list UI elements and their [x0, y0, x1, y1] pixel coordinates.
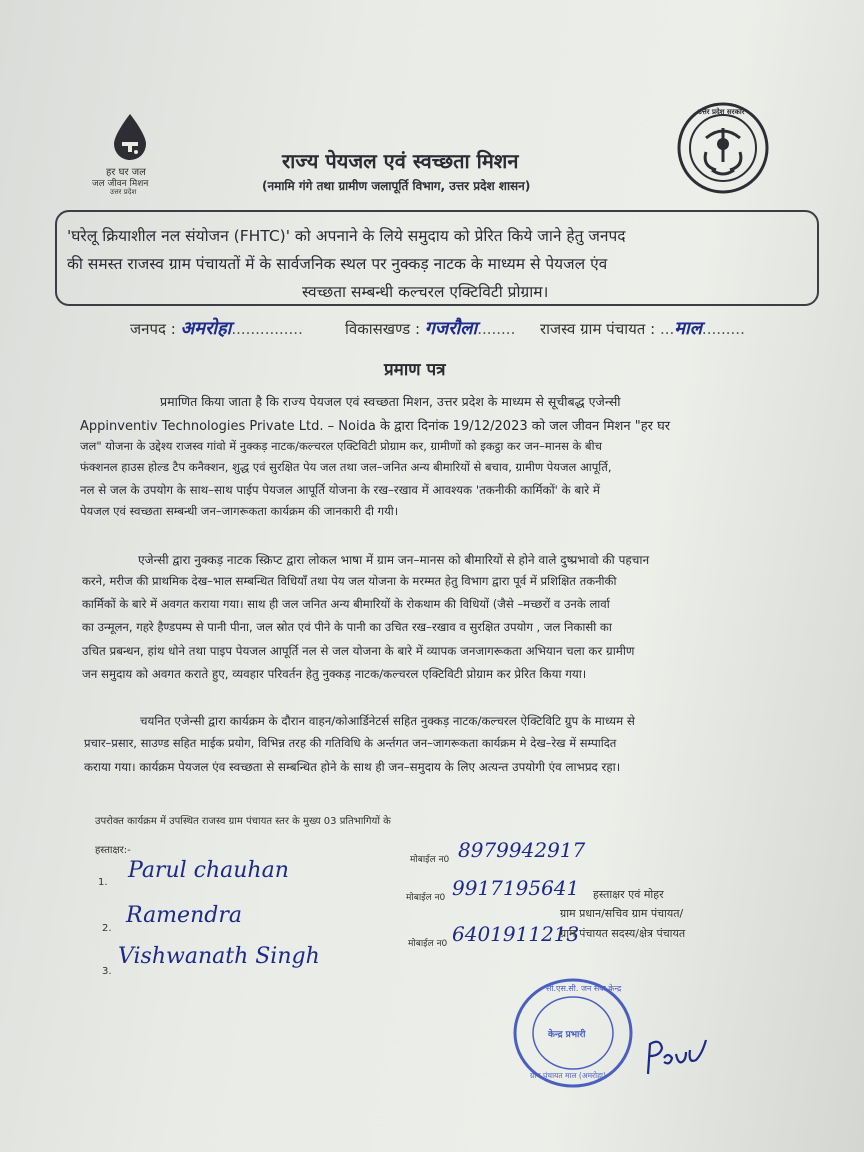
participants-signature-label: हस्ताक्षर:- — [95, 845, 131, 856]
district-label: जनपद : — [130, 320, 176, 338]
program-line-2: की समस्त राजस्व ग्राम पंचायतों में के सार्वजनिक स्थल पर नुक्कड़ नाटक के माध्यम से पेयजल एंव — [67, 255, 608, 273]
para1-line: फंक्शनल हाउस होल्ड टैप कनैक्शन, शुद्ध एवं सुरक्षित पेय जल तथा जल–जनित अन्य बीमारियों से बचाव, ग्रामीण पेयजल आपूर्ति, — [80, 460, 612, 474]
para2-line: करने, मरीज की प्राथमिक देख–भाल सम्बन्धित विधियाँ तथा पेय जल योजना के मरम्मत हेतु विभाग द्वारा पूर्व में प्रशिक्षित तकनीकी — [82, 574, 617, 588]
mission-title: राज्य पेयजल एवं स्वच्छता मिशन — [282, 149, 519, 173]
para3-line: प्रचार–प्रसार, साउण्ड सहित माईक प्रयोग, विभिन्न तरह की गतिविधि के अर्न्तगत जन–जागरूकता कार्यक्रम मे देख–रेख में सम्पादित — [84, 736, 617, 750]
participant-mobile: 9917195641 — [452, 876, 580, 900]
para1-line: Appinventiv Technologies Private Ltd. – Noida के द्वारा दिनांक 19/12/2023 को जल जीवन मिशन "हर घर — [80, 419, 671, 434]
signature-scribble — [642, 1034, 712, 1078]
participants-intro: उपरोक्त कार्यक्रम में उपस्थित राजस्व ग्राम पंचायत स्तर के मुख्य 03 प्रतिभागियों के — [95, 816, 391, 827]
official-signature — [642, 1034, 712, 1082]
authority-line-2: ग्राम प्रधान/सचिव ग्राम पंचायत/ — [560, 907, 684, 920]
emblem-text: उत्तर प्रदेश सरकार — [698, 108, 745, 116]
mobile-label: मोबाईल न0 — [410, 855, 450, 865]
program-line-3: स्वच्छता सम्बन्धी कल्चरल एक्टिविटी प्रोग्राम। — [302, 283, 549, 301]
para3-line: चयनित एजेन्सी द्वारा कार्यक्रम के दौरान वाहन/कोआर्डिनेटर्स सहित नुक्कड़ नाटक/कल्चरल ऐक्टिविटि ग्रुप के माध्यम से — [140, 714, 635, 728]
block-label: विकासखण्ड : — [345, 320, 421, 338]
participant-number: 1. — [98, 877, 108, 888]
authority-line-1: हस्ताक्षर एवं मोहर — [593, 888, 664, 901]
panchayat-field: राजस्व ग्राम पंचायत : ...माल......... — [540, 318, 745, 339]
participant-signature: Parul chauhan — [128, 858, 289, 883]
water-drop-icon — [110, 112, 150, 160]
para2-line: जन समुदाय को अवगत कराते हुए, व्यवहार परिवर्तन हेतु नुक्कड़ नाटक/कल्चरल एक्टिविटी प्रोग्राम कर प्रेरित किया गया। — [82, 667, 587, 681]
up-government-emblem — [676, 98, 770, 198]
para1-line: पेयजल एवं स्वच्छता सम्बन्धी जन–जागरूकता कार्यक्रम की जानकारी दी गयी। — [80, 504, 399, 518]
stamp-arc-text: सी.एस.सी. जन सेवा केन्द्र — [546, 984, 622, 993]
district-value: अमरोहा — [180, 318, 232, 339]
logo-text-line2: जल जीवन मिशन — [92, 179, 149, 189]
authority-line-3: ग्राम पंचायत सदस्य/क्षेत्र पंचायत — [560, 927, 686, 940]
district-field: जनपद : अमरोहा............... — [130, 318, 303, 339]
para2-line: एजेन्सी द्वारा नुक्कड़ नाटक स्क्रिप्ट द्वारा लोकल भाषा में ग्राम जन–मानस को बीमारियों से होने वाले दुष्प्रभावो की पहचान — [138, 553, 650, 567]
stamp-center-text: केन्द्र प्रभारी — [548, 1030, 586, 1040]
para2-line: का उन्मूलन, गहरे हैण्डपम्प से पानी पीना, जल स्रोत एवं पीने के पानी का उचित रख–रखाव व सुरक्षित उपयोग , जल निकासी का — [82, 620, 612, 634]
panchayat-label: राजस्व ग्राम पंचायत : — [540, 320, 656, 338]
para2-line: उचित प्रबन्धन, हांथ धोने तथा पाइप पेयजल आपूर्ति नल से जल योजना के बारे में व्यापक जनजागरूकता अभियान चला कर ग्रामीण — [82, 644, 635, 658]
participant-mobile: 6401911213 — [452, 922, 580, 946]
block-field: विकासखण्ड : गजरौला........ — [345, 318, 516, 339]
program-line-1: 'घरेलू क्रियाशील नल संयोजन (FHTC)' को अपनाने के लिये समुदाय को प्रेरित किये जाने हेतु जनपद — [67, 227, 626, 245]
para3-line: कराया गया। कार्यक्रम पेयजल एंव स्वच्छता से सम्बन्धित होने के साथ ही जन–समुदाय के लिए अत्यन्त उपयोगी एंव लाभप्रद रहा। — [84, 760, 621, 774]
mobile-label: मोबाईल न0 — [406, 893, 446, 903]
mission-subtitle: (नमामि गंगे तथा ग्रामीण जलापूर्ति विभाग, उत्तर प्रदेश शासन) — [262, 179, 531, 193]
participant-number: 2. — [102, 923, 112, 934]
para2-line: कार्मिकों के बारे में अवगत कराया गया। साथ ही जल जनित अन्य बीमारियों के रोकथाम की विधियों (जैसे –मच्छरों व उनके लार्वा — [82, 597, 610, 611]
har-ghar-jal-logo — [92, 112, 170, 198]
certificate-title: प्रमाण पत्र — [384, 360, 446, 380]
para1-line: नल से जल के उपयोग के साथ–साथ पाईप पेयजल आपूर्ति योजना के रख–रखाव में आवश्यक 'तकनीकी कार्मिकों' के बारे में — [80, 483, 600, 497]
mobile-label: मोबाईल न0 — [408, 939, 448, 949]
participant-signature: Vishwanath Singh — [118, 944, 320, 969]
participant-mobile: 8979942917 — [458, 838, 586, 862]
program-title-box — [55, 210, 819, 306]
panchayat-value: माल — [674, 318, 702, 339]
logo-text-line1: हर घर जल — [106, 167, 146, 178]
stamp-bottom-text: ग्राम पंचायत माल (अमरोहा) — [530, 1071, 606, 1080]
block-value: गजरौला — [424, 318, 478, 339]
participant-signature: Ramendra — [126, 903, 242, 928]
participant-number: 3. — [102, 966, 112, 977]
logo-text-line3: उत्तर प्रदेश — [110, 188, 137, 196]
para1-line: जल" योजना के उद्देश्य राजस्व गांवो में नुक्कड़ नाटक/कल्चरल एक्टिविटी प्रोग्राम कर, ग्रामीणों को इकट्ठा कर जन–मानस के बीच — [80, 439, 602, 453]
official-stamp — [512, 977, 634, 1089]
para1-line: प्रमाणित किया जाता है कि राज्य पेयजल एवं स्वच्छता मिशन, उत्तर प्रदेश के माध्यम से सूचीबद्ध एजेन्सी — [160, 394, 621, 409]
